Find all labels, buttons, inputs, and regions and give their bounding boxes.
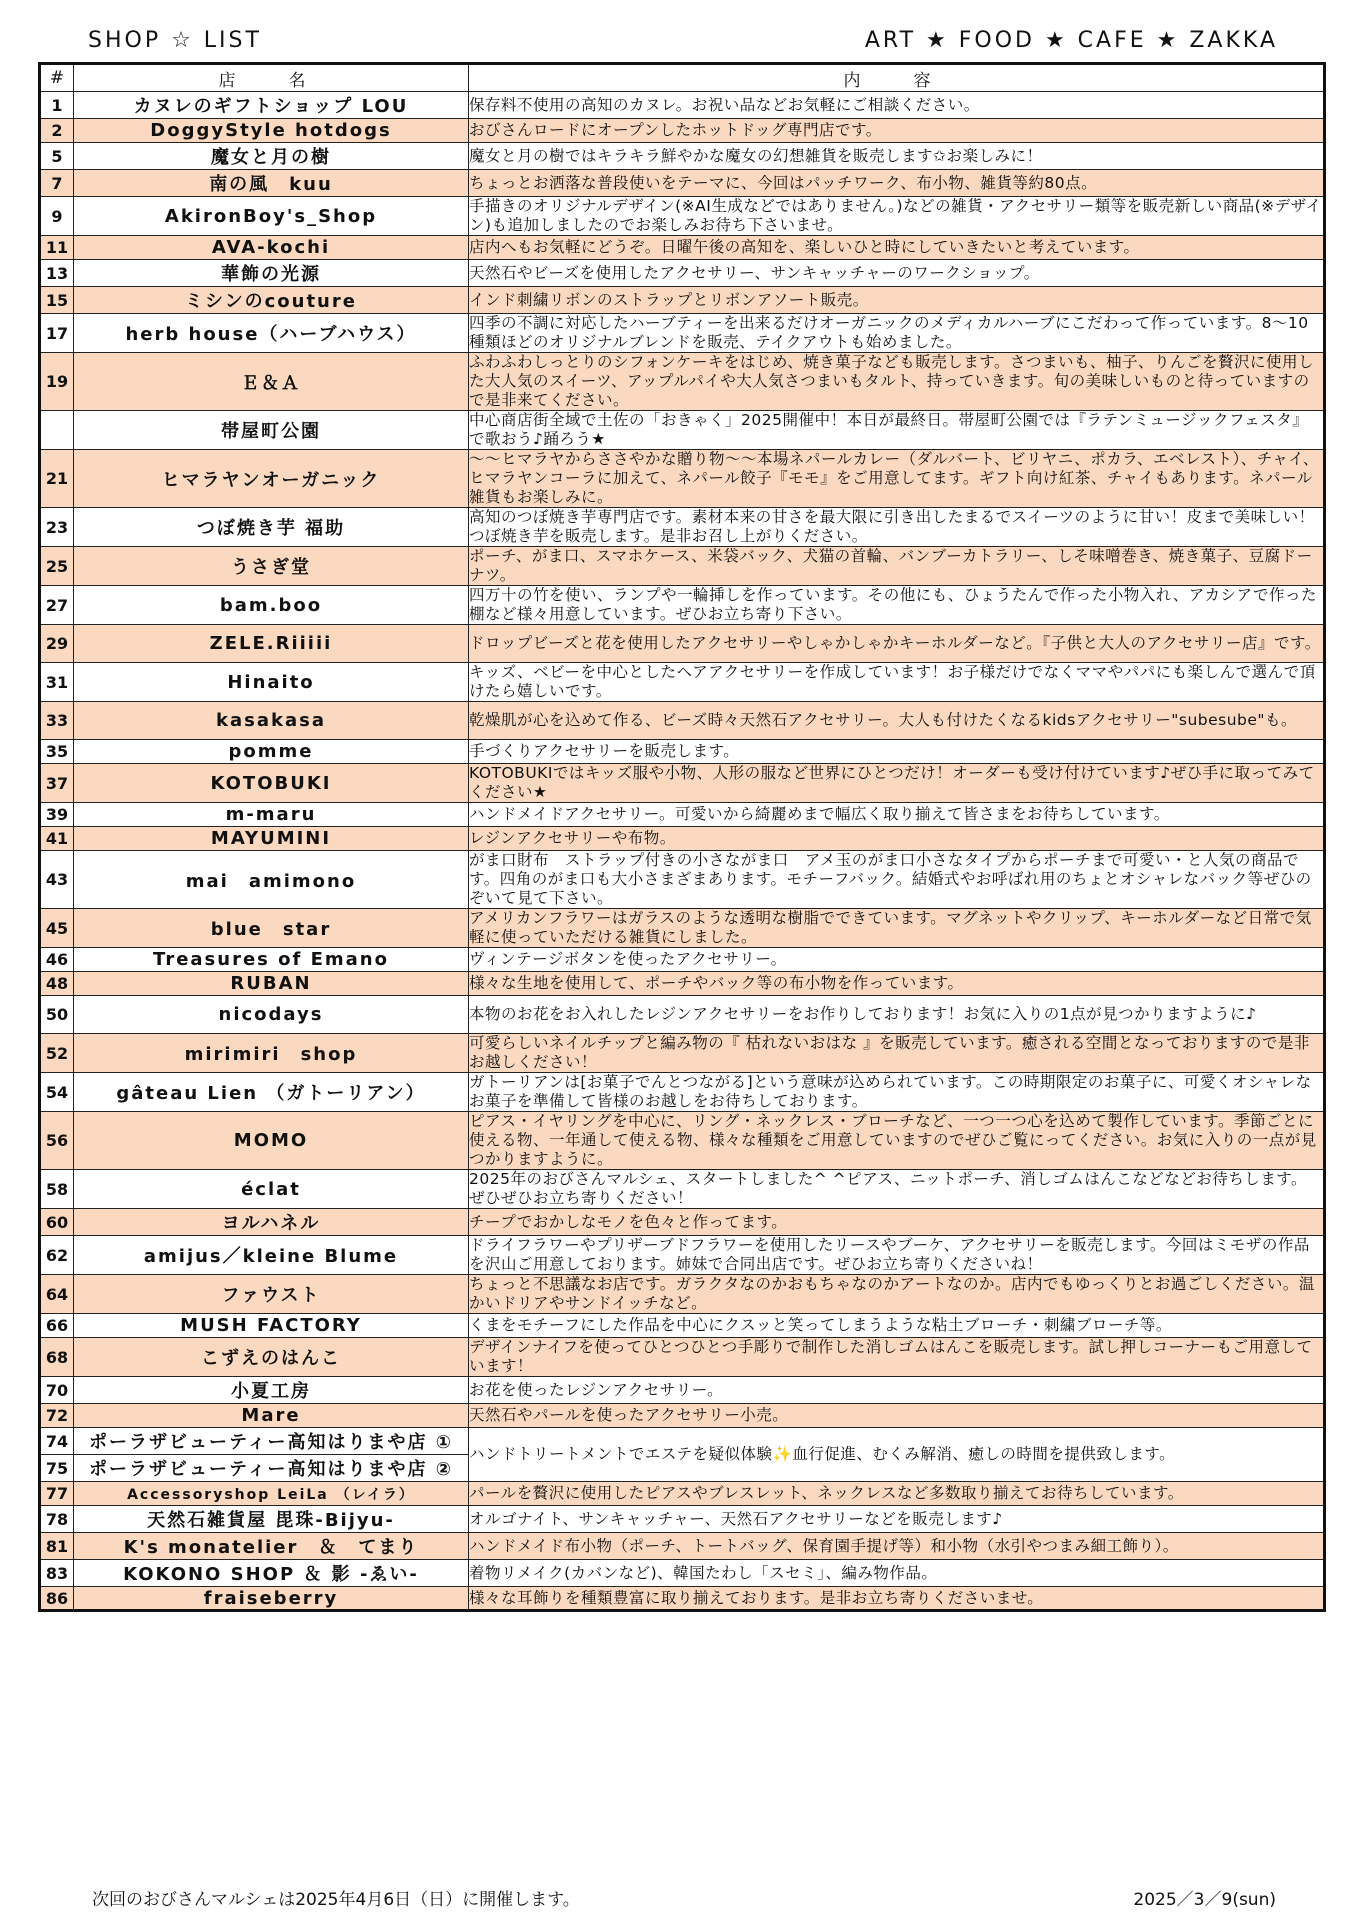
row-number: 50: [40, 996, 74, 1034]
row-number: 43: [40, 851, 74, 909]
shop-description: 可愛らしいネイルチップと編み物の『 枯れないおはな 』を販売しています。癒される空間となっておりますので是非お越しください！: [469, 1034, 1325, 1073]
row-number: 33: [40, 702, 74, 740]
row-number: 83: [40, 1560, 74, 1587]
row-number: [40, 411, 74, 450]
row-number: 58: [40, 1170, 74, 1209]
table-row: [40, 1506, 1325, 1533]
table-row: [40, 827, 1325, 851]
table-row: [40, 1482, 1325, 1506]
table-row: [40, 170, 1325, 197]
table-row: [40, 1073, 1325, 1112]
shop-name: mirimiri shop: [74, 1034, 469, 1073]
table-row: [40, 92, 1325, 119]
document-date: 2025／3／9(sun): [1133, 1890, 1276, 1910]
row-number: 77: [40, 1482, 74, 1506]
column-header-description: 内 容: [469, 64, 1325, 92]
table-row: [40, 702, 1325, 740]
shop-name: カヌレのギフトショップ LOU: [74, 92, 469, 119]
row-number: 74: [40, 1428, 74, 1455]
table-row: [40, 143, 1325, 170]
table-row: [40, 1314, 1325, 1338]
shop-name: AVA-kochi: [74, 236, 469, 260]
shop-description: レジンアクセサリーや布物。: [469, 827, 1325, 851]
table-row: [40, 764, 1325, 803]
shop-name: 華飾の光源: [74, 260, 469, 287]
row-number: 48: [40, 972, 74, 996]
shop-name: うさぎ堂: [74, 547, 469, 586]
table-row: [40, 972, 1325, 996]
shop-name: mai amimono: [74, 851, 469, 909]
row-number: 78: [40, 1506, 74, 1533]
table-row: [40, 740, 1325, 764]
row-number: 39: [40, 803, 74, 827]
shop-description: パールを贅沢に使用したピアスやブレスレット、ネックレスなど多数取り揃えてお待ちしています。: [469, 1482, 1325, 1506]
shop-name: ヒマラヤンオーガニック: [74, 450, 469, 508]
shop-description: 様々な耳飾りを種類豊富に取り揃えております。是非お立ち寄りくださいませ。: [469, 1587, 1325, 1611]
shop-description: ガトーリアンは[お菓子でんとつながる]という意味が込められています。この時期限定のお菓子に、可愛くオシャレなお菓子を準備して皆様のお越しをお待ちしております。: [469, 1073, 1325, 1112]
shop-name: pomme: [74, 740, 469, 764]
shop-name: 魔女と月の樹: [74, 143, 469, 170]
row-number: 15: [40, 287, 74, 314]
row-number: 5: [40, 143, 74, 170]
row-number: 72: [40, 1404, 74, 1428]
shop-name: MAYUMINI: [74, 827, 469, 851]
table-row: [40, 1209, 1325, 1236]
table-row: [40, 450, 1325, 508]
list-title: SHOP ☆ LIST: [88, 28, 262, 53]
row-number: 64: [40, 1275, 74, 1314]
shop-description: お花を使ったレジンアクセサリー。: [469, 1377, 1325, 1404]
shop-name: MUSH FACTORY: [74, 1314, 469, 1338]
shop-name: bam.boo: [74, 586, 469, 625]
shop-description: ふわふわしっとりのシフォンケーキをはじめ、焼き菓子なども販売します。さつまいも、柚子、りんごを贅沢に使用した大人気のスイーツ、アップルパイや大人気さつまいもタルト、持っていきます。旬の美味しいものと待っていますので是非来てください。: [469, 353, 1325, 411]
column-header-shop-name: 店 名: [74, 64, 469, 92]
row-number: 13: [40, 260, 74, 287]
row-number: 52: [40, 1034, 74, 1073]
table-row: [40, 236, 1325, 260]
shop-name: ポーラザビューティー高知はりまや店 ①: [74, 1428, 469, 1455]
shop-description: 乾燥肌が心を込めて作る、ビーズ時々天然石アクセサリー。大人も付けたくなるkidsアクセサリー"subesube"も。: [469, 702, 1325, 740]
shop-description: 2025年のおびさんマルシェ、スタートしました^ ^ピアス、ニットポーチ、消しゴムはんこなどなどお待ちします。ぜひぜひお立ち寄りください！: [469, 1170, 1325, 1209]
table-row: [40, 1170, 1325, 1209]
shop-name: AkironBoy's_Shop: [74, 197, 469, 236]
shop-name: Accessoryshop LeiLa （レイラ）: [74, 1482, 469, 1506]
row-number: 56: [40, 1112, 74, 1170]
row-number: 9: [40, 197, 74, 236]
shop-name: KOTOBUKI: [74, 764, 469, 803]
row-number: 75: [40, 1455, 74, 1482]
shop-name: ミシンのcouture: [74, 287, 469, 314]
shop-description: インド刺繍リボンのストラップとリボンアソート販売。: [469, 287, 1325, 314]
shop-description: 手描きのオリジナルデザイン(※AI生成などではありません。)などの雑貨・アクセサリー類等を販売新しい商品(※デザイン)も追加しましたのでお楽しみお待ち下さいませ。: [469, 197, 1325, 236]
row-number: 25: [40, 547, 74, 586]
shop-name: gâteau Lien （ガトーリアン）: [74, 1073, 469, 1112]
shop-name: MOMO: [74, 1112, 469, 1170]
shop-description: アメリカンフラワーはガラスのような透明な樹脂でできています。マグネットやクリップ、キーホルダーなど日常で気軽に使っていただける雑貨にしました。: [469, 909, 1325, 948]
row-number: 41: [40, 827, 74, 851]
row-number: 62: [40, 1236, 74, 1275]
shop-description: くまをモチーフにした作品を中心にクスッと笑ってしまうような粘土ブローチ・刺繍ブローチ等。: [469, 1314, 1325, 1338]
shop-description: キッズ、ベビーを中心としたヘアアクセサリーを作成しています！お子様だけでなくママやパパにも楽しんで選んで頂けたら嬉しいです。: [469, 663, 1325, 702]
row-number: 17: [40, 314, 74, 353]
row-number: 35: [40, 740, 74, 764]
table-row: [40, 1404, 1325, 1428]
row-number: 7: [40, 170, 74, 197]
table-row: [40, 663, 1325, 702]
shop-description: ハンドトリートメントでエステを疑似体験✨血行促進、むくみ解消、癒しの時間を提供致します。: [469, 1428, 1325, 1482]
table-row: [40, 314, 1325, 353]
table-row: [40, 1377, 1325, 1404]
row-number: 21: [40, 450, 74, 508]
table-row: [40, 1428, 1325, 1455]
shop-description: 手づくりアクセサリーを販売します。: [469, 740, 1325, 764]
shop-description: ～～ヒマラヤからささやかな贈り物～～本場ネパールカレー（ダルバート、ビリヤニ、ポカラ、エベレスト）、チャイ、ヒマラヤンコーラに加えて、ネパール餃子『モモ』をご用意してます。ギフト向け紅茶、チャイもあります。ネパール雑貨もお楽しみに。: [469, 450, 1325, 508]
shop-description: ドライフラワーやプリザーブドフラワーを使用したリースやブーケ、アクセサリーを販売します。今回はミモザの作品を沢山ご用意しております。姉妹で合同出店です。ぜひお立ち寄りくださいね！: [469, 1236, 1325, 1275]
shop-description: ポーチ、がま口、スマホケース、米袋バック、犬猫の首輪、バンブーカトラリー、しそ味噌巻き、焼き菓子、豆腐ドーナツ。: [469, 547, 1325, 586]
row-number: 60: [40, 1209, 74, 1236]
table-row: [40, 1338, 1325, 1377]
shop-description: ハンドメイド布小物（ポーチ、トートバッグ、保育園手提げ等）和小物（水引やつまみ細工飾り）。: [469, 1533, 1325, 1560]
row-number: 66: [40, 1314, 74, 1338]
row-number: 46: [40, 948, 74, 972]
shop-name: 小夏工房: [74, 1377, 469, 1404]
shop-name: ZELE.Riiiii: [74, 625, 469, 663]
shop-description: オルゴナイト、サンキャッチャー、天然石アクセサリーなどを販売します♪: [469, 1506, 1325, 1533]
shop-name: ヨルハネル: [74, 1209, 469, 1236]
row-number: 81: [40, 1533, 74, 1560]
row-number: 86: [40, 1587, 74, 1611]
shop-description: チープでおかしなモノを色々と作ってます。: [469, 1209, 1325, 1236]
shop-description: 天然石やビーズを使用したアクセサリー、サンキャッチャーのワークショップ。: [469, 260, 1325, 287]
shop-description: ドロップビーズと花を使用したアクセサリーやしゃかしゃかキーホルダーなど。『子供と大人のアクセサリー店』です。: [469, 625, 1325, 663]
shop-name: Mare: [74, 1404, 469, 1428]
row-number: 70: [40, 1377, 74, 1404]
row-number: 31: [40, 663, 74, 702]
table-row: [40, 586, 1325, 625]
shop-name: fraiseberry: [74, 1587, 469, 1611]
shop-name: 帯屋町公園: [74, 411, 469, 450]
table-row: [40, 948, 1325, 972]
shop-description: 四万十の竹を使い、ランプや一輪挿しを作っています。その他にも、ひょうたんで作った小物入れ、アカシアで作った棚など様々用意しています。ぜひお立ち寄り下さい。: [469, 586, 1325, 625]
shop-name: Treasures of Emano: [74, 948, 469, 972]
row-number: 27: [40, 586, 74, 625]
table-header-row: [40, 64, 1325, 92]
shop-description: 四季の不調に対応したハーブティーを出来るだけオーガニックのメディカルハーブにこだわって作っています。8～10種類ほどのオリジナルブレンドを販売、テイクアウトも始めました。: [469, 314, 1325, 353]
row-number: 1: [40, 92, 74, 119]
shop-name: amijus／kleine Blume: [74, 1236, 469, 1275]
column-header-number: #: [40, 64, 74, 92]
shop-name: K's monatelier ＆ てまり: [74, 1533, 469, 1560]
table-row: [40, 1533, 1325, 1560]
shop-description: おびさんロードにオープンしたホットドッグ専門店です。: [469, 119, 1325, 143]
shop-name: KOKONO SHOP ＆ 影 -ゑい-: [74, 1560, 469, 1587]
shop-name: nicodays: [74, 996, 469, 1034]
shop-name: blue star: [74, 909, 469, 948]
shop-name: Ｅ＆Ａ: [74, 353, 469, 411]
table-row: [40, 625, 1325, 663]
table-row: [40, 1112, 1325, 1170]
row-number: 68: [40, 1338, 74, 1377]
shop-description: 中心商店街全域で土佐の「おきゃく」2025開催中！本日が最終日。帯屋町公園では『ラテンミュージックフェスタ』で歌おう♪踊ろう★: [469, 411, 1325, 450]
table-row: [40, 411, 1325, 450]
row-number: 11: [40, 236, 74, 260]
shop-description: ちょっとお洒落な普段使いをテーマに、今回はパッチワーク、布小物、雑貨等約80点。: [469, 170, 1325, 197]
shop-description: 保存料不使用の高知のカヌレ。お祝い品などお気軽にご相談ください。: [469, 92, 1325, 119]
shop-name: ポーラザビューティー高知はりまや店 ②: [74, 1455, 469, 1482]
table-row: [40, 996, 1325, 1034]
table-row: [40, 508, 1325, 547]
shop-name: DoggyStyle hotdogs: [74, 119, 469, 143]
row-number: 54: [40, 1073, 74, 1112]
shop-description: ちょっと不思議なお店です。ガラクタなのかおもちゃなのかアートなのか。店内でもゆっくりとお過ごしください。温かいドリアやサンドイッチなど。: [469, 1275, 1325, 1314]
shop-name: kasakasa: [74, 702, 469, 740]
shop-name: m-maru: [74, 803, 469, 827]
table-row: [40, 1034, 1325, 1073]
table-row: [40, 803, 1325, 827]
shop-description: 店内へもお気軽にどうぞ。日曜午後の高知を、楽しいひと時にしていきたいと考えています。: [469, 236, 1325, 260]
table-row: [40, 119, 1325, 143]
next-event-note: 次回のおびさんマルシェは2025年4月6日（日）に開催します。: [92, 1890, 580, 1910]
row-number: 23: [40, 508, 74, 547]
shop-description: ピアス・イヤリングを中心に、リング・ネックレス・ブローチなど、一つ一つ心を込めて製作しています。季節ごとに使える物、一年通して使える物、様々な種類をご用意していますのでぜひご覧にってください。お気に入りの一点が見つかりますように。: [469, 1112, 1325, 1170]
table-row: [40, 1587, 1325, 1611]
table-row: [40, 547, 1325, 586]
shop-description: デザインナイフを使ってひとつひとつ手彫りで制作した消しゴムはんこを販売します。試し押しコーナーもご用意しています！: [469, 1338, 1325, 1377]
shop-name: Hinaito: [74, 663, 469, 702]
table-row: [40, 287, 1325, 314]
shop-name: 天然石雑貨屋 毘珠-Bijyu-: [74, 1506, 469, 1533]
shop-name: 南の風 kuu: [74, 170, 469, 197]
shop-name: つぼ焼き芋 福助: [74, 508, 469, 547]
table-row: [40, 353, 1325, 411]
shop-description: 本物のお花をお入れしたレジンアクセサリーをお作りしております！お気に入りの1点が見つかりますように♪: [469, 996, 1325, 1034]
row-number: 19: [40, 353, 74, 411]
shop-description: 魔女と月の樹ではキラキラ鮮やかな魔女の幻想雑貨を販売します✩お楽しみに！: [469, 143, 1325, 170]
shop-table: [38, 62, 1326, 1612]
shop-description: ヴィンテージボタンを使ったアクセサリー。: [469, 948, 1325, 972]
shop-name: ファウスト: [74, 1275, 469, 1314]
table-row: [40, 1560, 1325, 1587]
shop-description: ハンドメイドアクセサリー。可愛いから綺麗めまで幅広く取り揃えて皆さまをお待ちしています。: [469, 803, 1325, 827]
table-row: [40, 851, 1325, 909]
category-header: ART ★ FOOD ★ CAFE ★ ZAKKA: [864, 28, 1278, 53]
shop-name: éclat: [74, 1170, 469, 1209]
shop-description: 高知のつぼ焼き芋専門店です。素材本来の甘さを最大限に引き出したまるでスイーツのように甘い！皮まで美味しい！つぼ焼き芋を販売します。是非お召し上がりください。: [469, 508, 1325, 547]
shop-name: herb house（ハーブハウス）: [74, 314, 469, 353]
table-row: [40, 260, 1325, 287]
shop-name: こずえのはんこ: [74, 1338, 469, 1377]
table-row: [40, 197, 1325, 236]
row-number: 2: [40, 119, 74, 143]
shop-description: 様々な生地を使用して、ポーチやバック等の布小物を作っています。: [469, 972, 1325, 996]
shop-name: RUBAN: [74, 972, 469, 996]
table-row: [40, 909, 1325, 948]
row-number: 29: [40, 625, 74, 663]
row-number: 45: [40, 909, 74, 948]
shop-description: 天然石やパールを使ったアクセサリー小売。: [469, 1404, 1325, 1428]
shop-description: がま口財布 ストラップ付きの小さながま口 アメ玉のがま口小さなタイプからポーチまで可愛い・と人気の商品です。四角のがま口も大小さまざまあります。モチーフバック。結婚式やお呼ばれ用のちょとオシャレなバック等ぜひのぞいて見て下さい。: [469, 851, 1325, 909]
shop-description: KOTOBUKIではキッズ服や小物、人形の服など世界にひとつだけ！オーダーも受け付けています♪ぜひ手に取ってみてください★: [469, 764, 1325, 803]
shop-description: 着物リメイク(カバンなど)、韓国たわし「スセミ」、編み物作品。: [469, 1560, 1325, 1587]
table-row: [40, 1275, 1325, 1314]
table-row: [40, 1236, 1325, 1275]
row-number: 37: [40, 764, 74, 803]
